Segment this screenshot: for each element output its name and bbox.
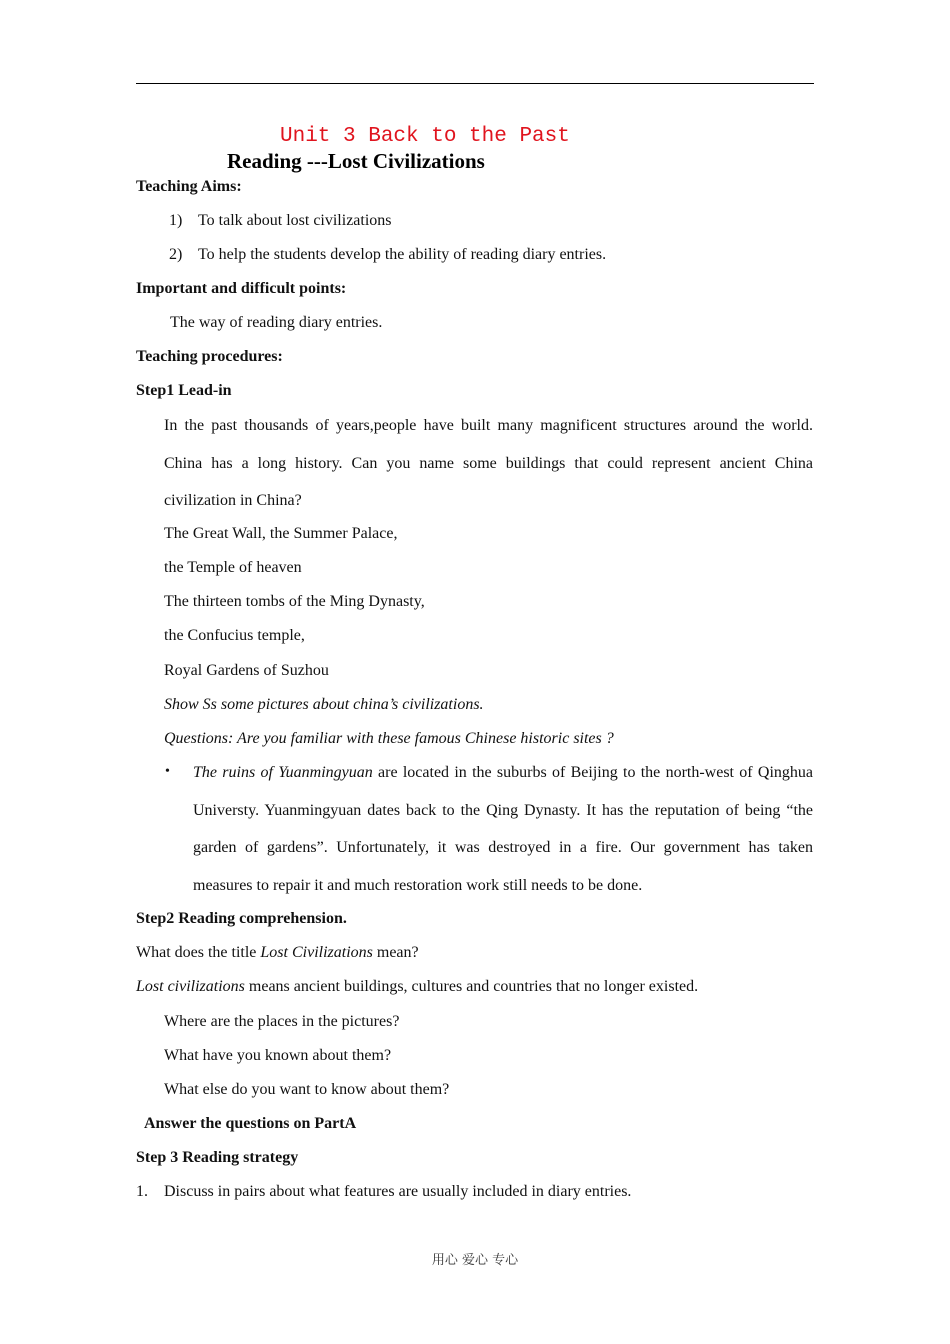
step2-question-3: What else do you want to know about them? <box>164 1081 450 1098</box>
sites-line-3: The thirteen tombs of the Ming Dynasty, <box>164 593 425 610</box>
show-pictures-note: Show Ss some pictures about china’s civilizations. <box>164 696 484 713</box>
header-rule <box>136 83 814 84</box>
page-footer: 用心 爱心 专心 <box>431 1253 519 1268</box>
yuanmingyuan-paragraph <box>193 754 813 904</box>
title-answer-text: means ancient buildings, cultures and countries that no longer existed. <box>244 978 699 995</box>
yuanmingyuan-italic: The ruins of Yuanmingyuan <box>193 764 373 781</box>
bullet-dot-icon: • <box>165 764 170 779</box>
important-points-heading: Important and difficult points: <box>136 280 347 297</box>
important-points-text: The way of reading diary entries. <box>170 314 383 331</box>
step2-heading: Step2 Reading comprehension. <box>136 910 347 927</box>
sites-line-1: The Great Wall, the Summer Palace, <box>164 525 398 542</box>
title-question <box>136 944 419 962</box>
step1-heading: Step1 Lead-in <box>136 382 232 399</box>
procedures-heading: Teaching procedures: <box>136 348 283 365</box>
yuanmingyuan-text: are located in the suburbs of Beijing to the north-west of Qinghua Universty. Yuanmingyuan dates back to the Qing Dynasty. It has the reputation of being “the garden of gardens”. Unfortunately, it was destroyed in a fire. Our government has taken measures to repair it and much restoration work still needs to be done. <box>193 764 814 894</box>
title-question-prefix: What does the title <box>136 944 261 961</box>
aim-1-number: 1) <box>169 212 183 229</box>
step3-item-text: Discuss in pairs about what features are usually included in diary entries. <box>164 1183 632 1200</box>
step1-intro-paragraph: In the past thousands of years,people have built many magnificent structures around the world. China has a long history. Can you name some buildings that could represent ancient China civilization in China? <box>164 417 813 509</box>
aim-2-number: 2) <box>169 246 183 263</box>
teaching-aims-heading: Teaching Aims: <box>136 178 242 195</box>
questions-note: Questions: Are you familiar with these famous Chinese historic sites ? <box>164 730 614 747</box>
aim-2-text: To help the students develop the ability of reading diary entries. <box>198 246 607 263</box>
aim-1-text: To talk about lost civilizations <box>198 212 392 229</box>
step3-heading: Step 3 Reading strategy <box>136 1149 299 1166</box>
unit-title: Unit 3 Back to the Past <box>280 125 570 148</box>
title-question-italic: Lost Civilizations <box>260 944 373 961</box>
sites-line-2: the Temple of heaven <box>164 559 302 576</box>
step2-question-2: What have you known about them? <box>164 1047 392 1064</box>
sites-line-4: the Confucius temple, <box>164 627 305 644</box>
title-answer-italic: Lost civilizations <box>136 978 245 995</box>
reading-title: Reading ---Lost Civilizations <box>227 149 485 173</box>
answer-parta-line: Answer the questions on PartA <box>144 1115 357 1132</box>
step2-question-1: Where are the places in the pictures? <box>164 1013 400 1030</box>
title-answer <box>136 978 698 996</box>
title-question-suffix: mean? <box>372 944 419 961</box>
step3-item-number: 1. <box>136 1183 148 1200</box>
sites-line-5: Royal Gardens of Suzhou <box>164 662 329 679</box>
